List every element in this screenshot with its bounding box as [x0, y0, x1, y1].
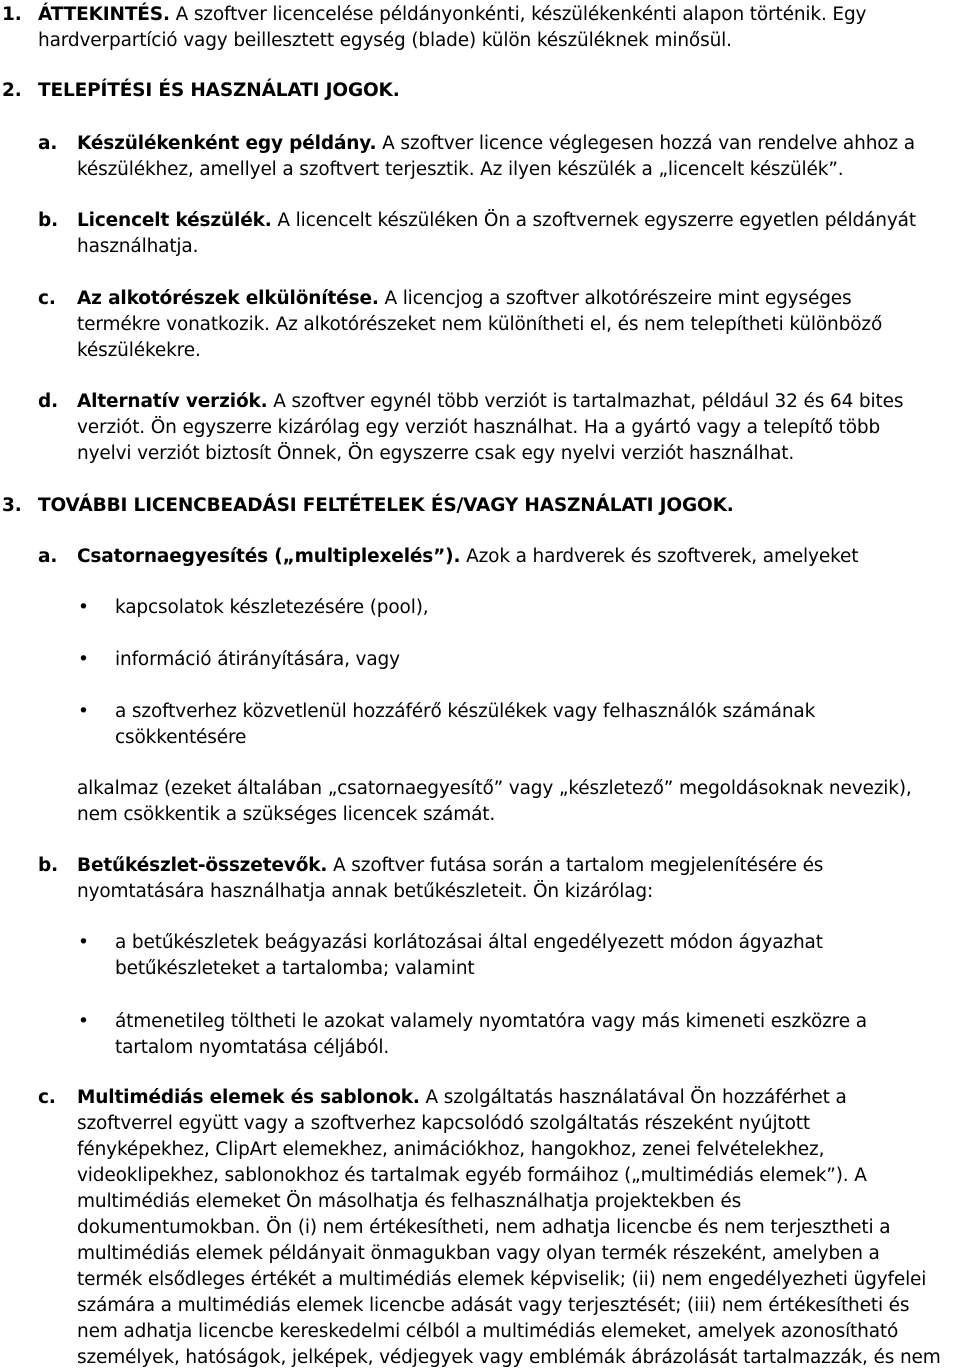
clause-3b: [0, 853, 960, 905]
list-item-text: a betűkészletek beágyazási korlátozásai által engedélyezett módon ágyazhat: [115, 932, 823, 953]
list-item-text: információ átirányítására, vagy: [115, 649, 400, 670]
clause-letter: b.: [38, 210, 58, 231]
clause-letter: a.: [38, 546, 58, 567]
clause-text: nyelvi verziót biztosít Önnek, Ön egyszerre csak egy nyelvi verziót használhat.: [77, 443, 795, 464]
clause-2b: [0, 208, 960, 260]
bullet-icon: •: [78, 649, 89, 670]
clause-3a-conclusion: [0, 776, 960, 828]
bullet-icon: •: [78, 932, 89, 953]
section-2: [0, 78, 960, 104]
clause-heading: Az alkotórészek elkülönítése.: [77, 288, 379, 309]
clause-text: A licencjog a szoftver alkotórészeire mint egységes: [384, 288, 852, 309]
section-text: hardverpartíció vagy beillesztett egység (blade) külön készüléknek minősül.: [38, 30, 732, 51]
clause-text: A licencelt készüléken Ön a szoftvernek egyszerre egyetlen példányát: [277, 210, 916, 231]
clause-2c: [0, 286, 960, 364]
clause-text: nem adhatja licencbe kereskedelmi célból a multimédiás elemeket, amelyek azonosítható: [77, 1321, 899, 1342]
clause-text: nem csökkentik a szükséges licencek számát.: [77, 804, 496, 825]
clause-2d: [0, 389, 960, 467]
list-item-text: csökkentésére: [115, 727, 247, 748]
clause-letter: b.: [38, 855, 58, 876]
clause-heading: Licencelt készülék.: [77, 210, 272, 231]
clause-text: multimédiás elemek példányait önmagukban vagy olyan termék részeként, amelyben a: [77, 1243, 880, 1264]
clause-letter: c.: [38, 288, 56, 309]
clause-text: A szoftver futása során a tartalom megjelenítésére és: [333, 855, 824, 876]
clause-text: termék elsődleges értékét a multimédiás elemek képviselik; (ii) nem engedélyezheti ügyfelei: [77, 1269, 927, 1290]
clause-text: szoftverrel együtt vagy a szoftverhez kapcsolódó szolgáltatás részeként nyújtott: [77, 1113, 810, 1134]
list-item-text: kapcsolatok készletezésére (pool),: [115, 597, 429, 618]
clause-text: készülékhez, amellyel a szoftvert terjesztik. Az ilyen készülék a „licencelt készülék”.: [77, 159, 844, 180]
section-1: [0, 2, 960, 54]
clause-text: termékre vonatkozik. Az alkotórészeket nem különítheti el, és nem telepítheti különböző: [77, 314, 883, 335]
clause-heading: Betűkészlet-összetevők.: [77, 855, 328, 876]
section-number: 2.: [2, 80, 22, 101]
bullet-icon: •: [78, 1011, 89, 1032]
clause-text: A szolgáltatás használatával Ön hozzáférhet a: [425, 1087, 847, 1108]
section-heading: TOVÁBBI LICENCBEADÁSI FELTÉTELEK ÉS/VAGY HASZNÁLATI JOGOK.: [38, 495, 734, 516]
clause-text: videoklipekhez, sablonokhoz és tartalmak egyéb formáihoz („multimédiás elemek”). A: [77, 1165, 867, 1186]
section-number: 3.: [2, 495, 22, 516]
clause-text: dokumentumokban. Ön (i) nem értékesítheti, nem adhatja licencbe és nem terjesztheti a: [77, 1217, 891, 1238]
clause-text: nyomtatására használhatja annak betűkészleteit. Ön kizárólag:: [77, 881, 654, 902]
list-item: [0, 1009, 960, 1061]
clause-text: A szoftver egynél több verziót is tartalmazhat, például 32 és 64 bites: [273, 391, 904, 412]
section-3: [0, 493, 960, 519]
section-number: 1.: [2, 4, 22, 25]
clause-heading: Csatornaegyesítés („multiplexelés”).: [77, 546, 461, 567]
clause-letter: d.: [38, 391, 58, 412]
list-item: [0, 647, 960, 673]
clause-3a: [0, 544, 960, 570]
clause-text: használhatja.: [77, 236, 199, 257]
clause-heading: Készülékenként egy példány.: [77, 133, 377, 154]
clause-text: verziót. Ön egyszerre kizárólag egy verziót használhat. Ha a gyártó vagy a telepítő több: [77, 417, 881, 438]
list-item-text: átmenetileg töltheti le azokat valamely nyomtatóra vagy más kimeneti eszközre a: [115, 1011, 867, 1032]
clause-text: készülékekre.: [77, 340, 201, 361]
list-item: [0, 595, 960, 621]
clause-heading: Alternatív verziók.: [77, 391, 268, 412]
list-item: [0, 930, 960, 982]
clause-text: fényképekhez, ClipArt elemekhez, animációkhoz, hangokhoz, zenei felvételekhez,: [77, 1139, 825, 1160]
clause-3c: [0, 1085, 960, 1371]
clause-text: alkalmaz (ezeket általában „csatornaegyesítő” vagy „készletező” megoldásoknak nevezik),: [77, 778, 912, 799]
section-text: A szoftver licencelése példányonkénti, készülékenkénti alapon történik. Egy: [175, 4, 867, 25]
list-item-text: betűkészleteket a tartalomba; valamint: [115, 958, 475, 979]
bullet-icon: •: [78, 701, 89, 722]
clause-heading: Multimédiás elemek és sablonok.: [77, 1087, 420, 1108]
clause-letter: a.: [38, 133, 58, 154]
clause-letter: c.: [38, 1087, 56, 1108]
section-heading: TELEPÍTÉSI ÉS HASZNÁLATI JOGOK.: [38, 80, 400, 101]
clause-2a: [0, 131, 960, 183]
list-item-text: a szoftverhez közvetlenül hozzáférő készülékek vagy felhasználók számának: [115, 701, 816, 722]
list-item-text: tartalom nyomtatása céljából.: [115, 1037, 390, 1058]
clause-text: személyek, hatóságok, jelképek, védjegyek vagy emblémák ábrázolását tartalmazzák, és nem: [77, 1347, 941, 1368]
section-heading: ÁTTEKINTÉS.: [38, 4, 170, 25]
clause-text: számára a multimédiás elemek licencbe adását vagy terjesztését; (iii) nem értékesítheti és: [77, 1295, 910, 1316]
clause-text: Azok a hardverek és szoftverek, amelyeket: [466, 546, 859, 567]
clause-text: multimédiás elemeket Ön másolhatja és felhasználhatja projektekben és: [77, 1191, 742, 1212]
bullet-icon: •: [78, 597, 89, 618]
clause-text: A szoftver licence véglegesen hozzá van rendelve ahhoz a: [382, 133, 915, 154]
list-item: [0, 699, 960, 751]
